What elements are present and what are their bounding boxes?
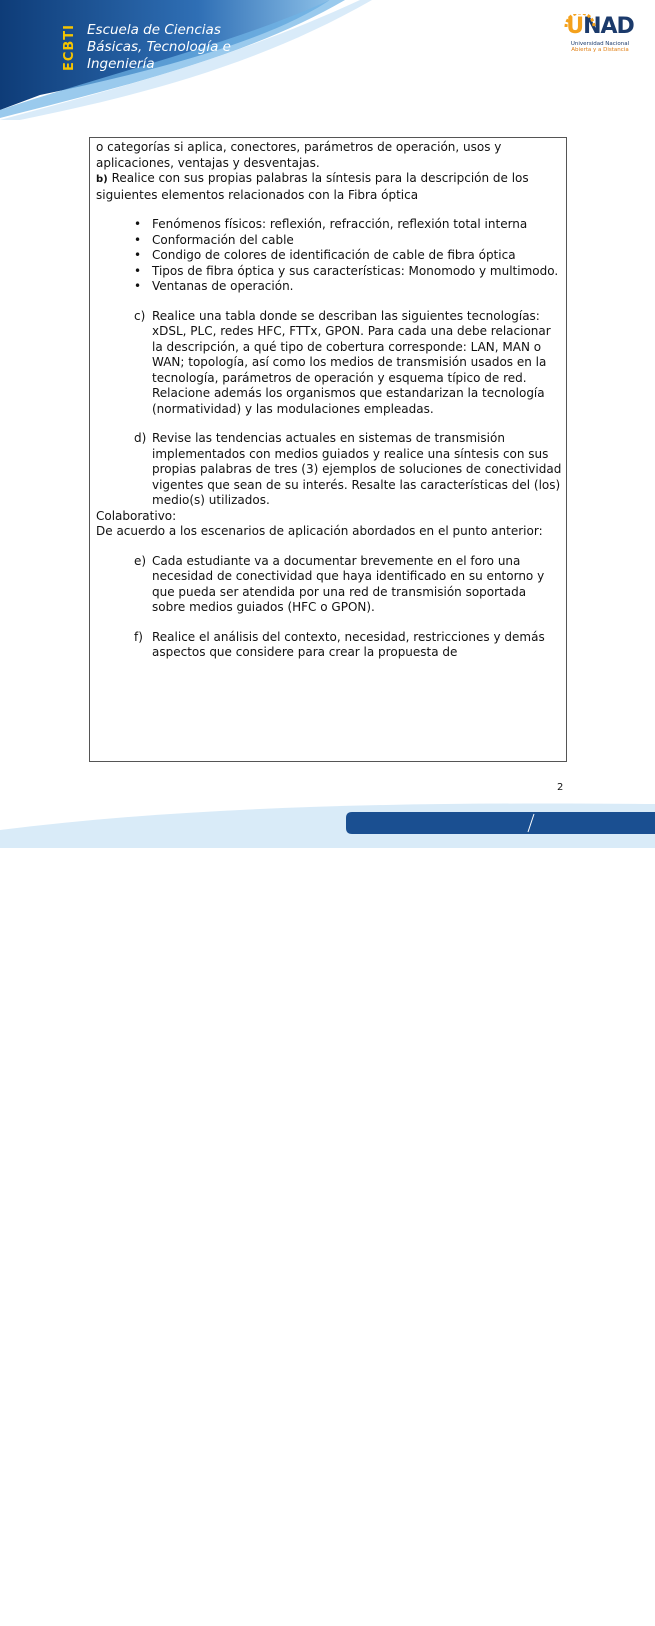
item-b xyxy=(96,171,562,203)
unad-logo xyxy=(560,14,640,74)
item-d xyxy=(134,431,562,509)
page-header xyxy=(0,0,655,120)
item-b-text: Realice con sus propias palabras la síntesis para la descripción de los siguientes elementos relacionados con la Fibra óptica xyxy=(96,171,529,202)
page-footer xyxy=(0,800,655,1626)
footer-banner xyxy=(0,800,655,848)
content-body xyxy=(96,140,562,661)
colab-title: Colaborativo: xyxy=(96,508,177,523)
list-item: • Ventanas de operación. xyxy=(134,279,562,295)
item-f-text: Realice el análisis del contexto, necesidad, restricciones y demás aspectos que considere para crear la propuesta de xyxy=(152,629,545,659)
item-c-label: c) xyxy=(134,308,146,323)
item-e-text: Cada estudiante va a documentar brevemente en el foro una necesidad de conectividad que haya identificado en su entorno y que pueda ser atendida por una red de transmisión soportada sobre medios guiados (HFC o GPON). xyxy=(152,553,545,614)
logo-subtitle-1: Universidad Nacional xyxy=(570,41,630,47)
item-d-label: d) xyxy=(134,431,147,445)
logo-wordmark: UNAD xyxy=(566,14,634,39)
colab-text: De acuerdo a los escenarios de aplicación abordados en el punto anterior: xyxy=(96,524,543,538)
logo-sun-icon xyxy=(560,14,600,28)
fiber-bullet-list xyxy=(134,217,562,295)
item-e xyxy=(134,554,562,616)
list-item: • Tipos de fibra óptica y sus características: Monomodo y multimodo. xyxy=(134,264,562,280)
intro-paragraph: o categorías si aplica, conectores, parámetros de operación, usos y aplicaciones, ventajas y desventajas. xyxy=(96,140,502,170)
item-b-label: b) xyxy=(96,174,108,185)
content-box xyxy=(89,137,567,762)
item-e-label: e) xyxy=(134,553,147,568)
list-item: • Condigo de colores de identificación de cable de fibra óptica xyxy=(134,248,562,264)
list-item: • Fenómenos físicos: reflexión, refracción, reflexión total interna xyxy=(134,217,562,233)
item-c-text-2: Relacione además los organismos que estandarizan la tecnología (normatividad) y las modulaciones empleadas. xyxy=(152,386,545,416)
item-f xyxy=(134,630,562,661)
item-c-text: Realice una tabla donde se describan las siguientes tecnologías: xDSL, PLC, redes HFC, FTTx, GPON. Para cada una debe relacionar la descripción, a qué tipo de cobertura corresponde: LAN, MAN o WAN; topología, así como los medios de transmisión usados en la tecnología, parámetros de operación y esquema típico de red. xyxy=(152,308,551,385)
ecbti-badge: ECBTI xyxy=(62,24,77,72)
item-c xyxy=(134,309,562,418)
footer-copyright-notice: Prohibida su reproducción y copia sin autorización de la UNAD. xyxy=(362,1620,520,1626)
item-f-label: f) xyxy=(134,629,143,644)
logo-subtitle-2: Abierta y a Distancia xyxy=(571,47,629,53)
item-d-text: Revise las tendencias actuales en sistemas de transmisión implementados con medios guiados y realice una síntesis con sus propias palabras de tres (3) ejemplos de soluciones de conectividad vigentes que sean de su interés. Resalte las características del (los) medio(s) utilizados. xyxy=(152,431,562,507)
school-name: Escuela de Ciencias Básicas, Tecnología e Ingeniería xyxy=(87,22,231,72)
page-number: 2 xyxy=(557,782,564,793)
list-item: • Conformación del cable xyxy=(134,233,562,249)
footer-rights: UNAD © 2020 derechos reservados xyxy=(540,1620,630,1626)
